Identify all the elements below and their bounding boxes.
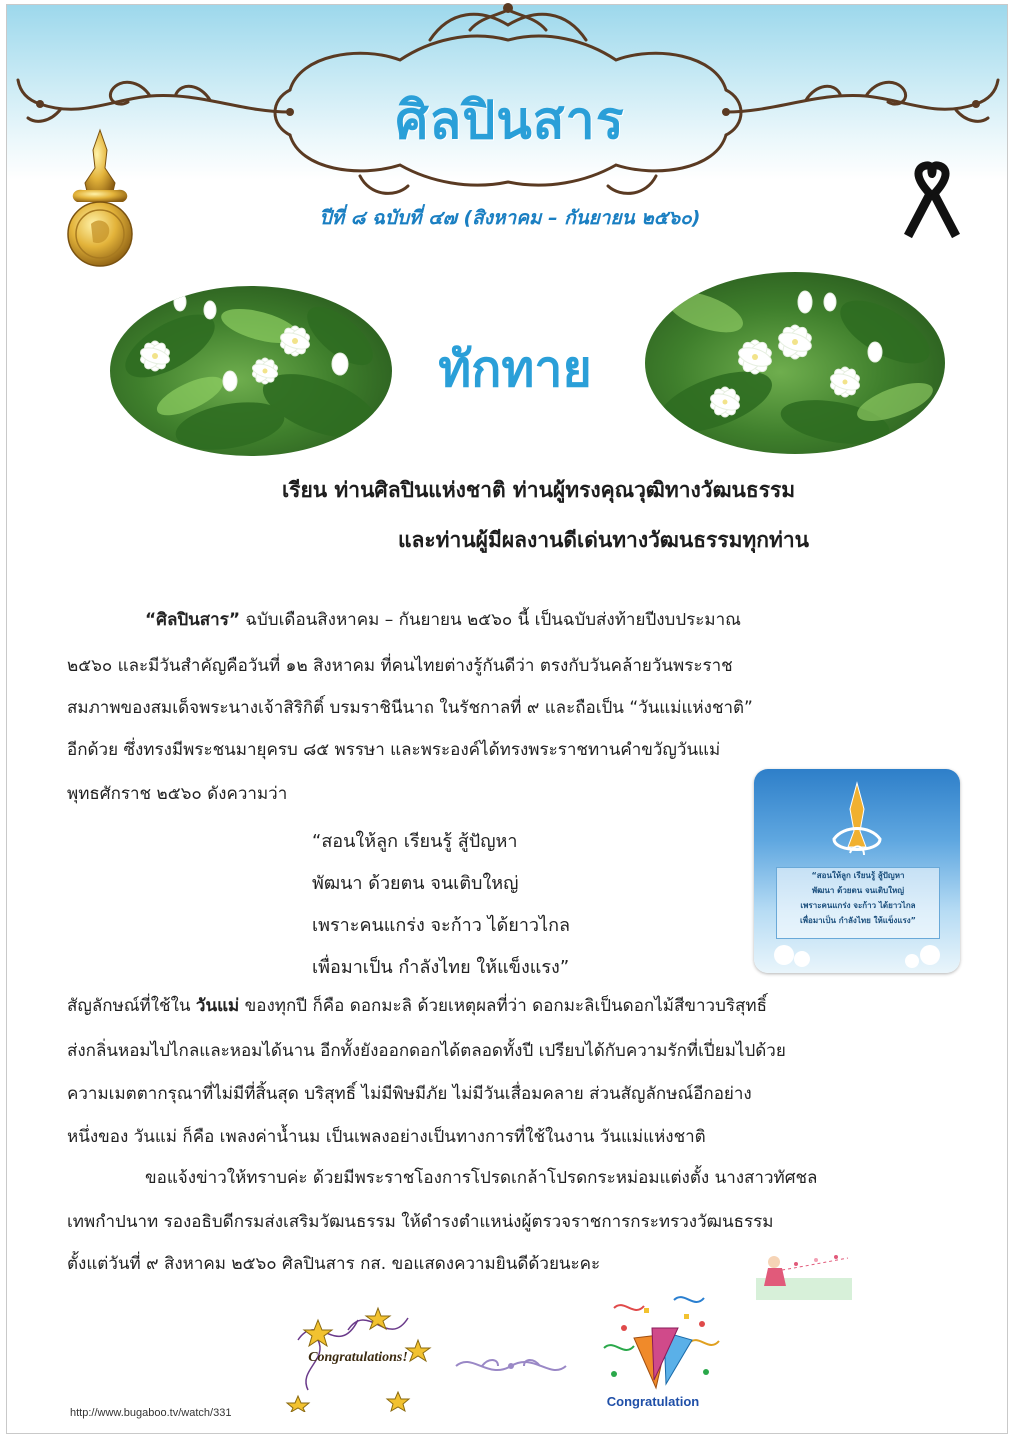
poem-line-4: เพื่อมาเป็น กำลังไทย ให้แข็งแรง”: [312, 957, 570, 978]
paragraph-1-line-2: ๒๕๖๐ และมีวันสำคัญคือวันที่ ๑๒ สิงหาคม ที่คนไทยต่างรู้กันดีว่า ตรงกับวันคล้ายวันพระราช: [67, 656, 733, 676]
paragraph-1-line-5: พุทธศักราช ๒๕๖๐ ดังความว่า: [67, 784, 288, 804]
paragraph-1-line-4: อีกด้วย ซึ่งทรงมีพระชนมายุครบ ๘๕ พรรษา และพระองค์ได้ทรงพระราชทานคำขวัญวันแม่: [67, 740, 721, 760]
emblem-icon: [55, 128, 145, 270]
mothers-day-card-image: [754, 769, 960, 973]
salutation-line-2: และท่านผู้มีผลงานดีเด่นทางวัฒนธรรมทุกท่าน: [398, 528, 809, 552]
magazine-title: ศิลปินสาร: [395, 91, 625, 151]
jasmine-flower-image-right: [645, 272, 945, 454]
salutation-line-1: เรียน ท่านศิลปินแห่งชาติ ท่านผู้ทรงคุณวุฒิทางวัฒนธรรม: [282, 478, 796, 502]
congratulation-label: Congratulation: [606, 1394, 700, 1409]
paragraph-3-line-1: ขอแจ้งข่าวให้ทราบค่ะ ด้วยมีพระราชโองการโปรดเกล้าโปรดกระหม่อมแต่งตั้ง นางสาวทัศชล: [145, 1168, 818, 1188]
source-url[interactable]: http://www.bugaboo.tv/watch/331: [70, 1407, 232, 1419]
paragraph-2-line-1: สัญลักษณ์ที่ใช้ใน วันแม่ ของทุกปี ก็คือ ดอกมะลิ ด้วยเหตุผลที่ว่า ดอกมะลิเป็นดอกไม้สีขาวบริสุทธิ์: [67, 996, 767, 1016]
poem-line-3: เพราะคนแกร่ง จะก้าว ได้ยาวไกล: [312, 915, 571, 936]
mothers-day-card-text: “สอนให้ลูก เรียนรู้ สู้ปัญหา พัฒนา ด้วยตน จนเติบใหญ่ เพราะคนแกร่ง จะก้าว ได้ยาวไกล เพื่อมาเป็น กำลังไทย ให้แข็งแรง”: [776, 867, 940, 939]
paragraph-2-line-3: ความเมตตากรุณาที่ไม่มีที่สิ้นสุด บริสุทธิ์ ไม่มีพิษมีภัย ไม่มีวันเสื่อมคลาย ส่วนสัญลักษณ์อีกอย่าง: [67, 1084, 752, 1104]
issue-info: ปีที่ ๘ ฉบับที่ ๔๗ (สิงหาคม – กันยายน ๒๕๖๐): [319, 207, 701, 229]
girl-swing-icon: [756, 1248, 852, 1300]
magazine-name-bold: “ศิลปินสาร”: [145, 610, 241, 630]
black-ribbon-icon: [900, 160, 964, 240]
paragraph-3-line-3: ตั้งแต่วันที่ ๙ สิงหาคม ๒๕๖๐ ศิลปินสาร กส. ขอแสดงความยินดีด้วยนะคะ: [67, 1254, 601, 1274]
mothers-day-bold: วันแม่: [195, 996, 240, 1016]
paragraph-3-line-2: เทพกำปนาท รองอธิบดีกรมส่งเสริมวัฒนธรรม ให้ดำรงตำแหน่งผู้ตรวจราชการกระทรวงวัฒนธรรม: [67, 1212, 774, 1232]
paragraph-2-line-4: หนึ่งของ วันแม่ ก็คือ เพลงค่าน้ำนม เป็นเพลงอย่างเป็นทางการที่ใช้ในงาน วันแม่แห่งชาติ: [67, 1127, 706, 1147]
paragraph-1-line-3: สมภาพของสมเด็จพระนางเจ้าสิริกิติ์ บรมราชินีนาถ ในรัชกาลที่ ๙ และถือเป็น “วันแม่แห่งชาติ”: [67, 698, 753, 718]
poem-line-2: พัฒนา ด้วยตน จนเติบใหญ่: [312, 873, 519, 894]
congratulations-script-text: Congratulations!: [308, 1350, 408, 1365]
paragraph-1-line-1: “ศิลปินสาร” ฉบับเดือนสิงหาคม – กันยายน ๒๕๖๐ นี้ เป็นฉบับส่งท้ายปีงบประมาณ: [145, 610, 741, 630]
greeting-heading: ทักทาย: [438, 340, 592, 398]
paragraph-2-line-2: ส่งกลิ่นหอมไปไกลและหอมได้นาน อีกทั้งยังออกดอกได้ตลอดทั้งปี เปรียบได้กับความรักที่เปี่ยมไปด้วย: [67, 1041, 786, 1061]
poem-line-1: “สอนให้ลูก เรียนรู้ สู้ปัญหา: [312, 831, 518, 852]
flourish-icon: [452, 1352, 570, 1380]
jasmine-flower-image-left: [110, 286, 392, 456]
